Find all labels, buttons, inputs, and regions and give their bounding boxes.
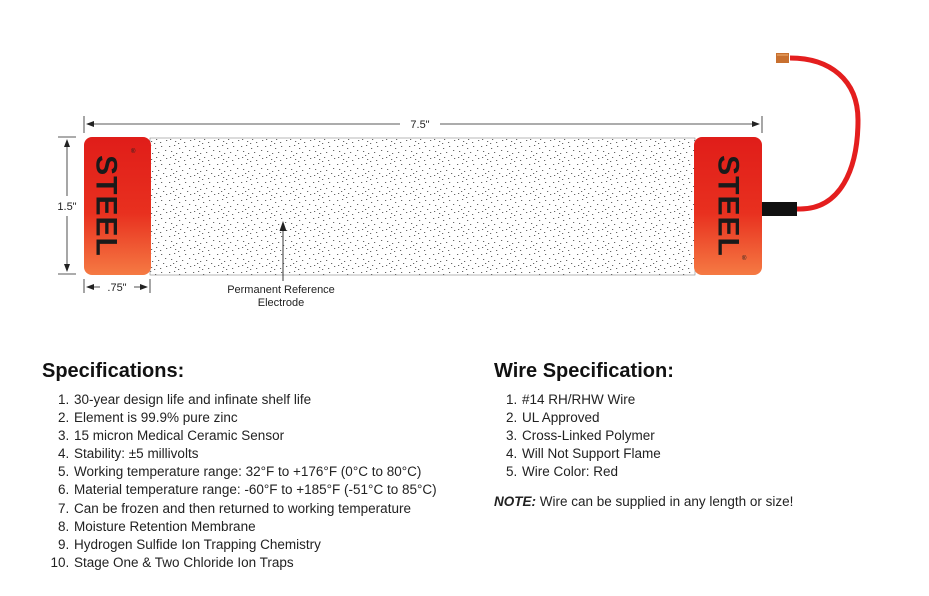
spec-item: 3. 15 micron Medical Ceramic Sensor xyxy=(73,427,472,445)
left-brand-mark: ® xyxy=(131,149,136,155)
wire-specification-section xyxy=(494,360,914,509)
right-brand-logo: STEEL xyxy=(711,155,745,257)
specifications-title: Specifications: xyxy=(42,360,185,382)
spec-item: 1. 30-year design life and infinate shelf life xyxy=(73,391,472,409)
wire-specification-list xyxy=(494,391,914,481)
electrode-body xyxy=(84,137,762,275)
specifications-section xyxy=(42,360,472,572)
wire-spec-item: 5. Wire Color: Red xyxy=(521,463,914,481)
wire-heat-shrink xyxy=(760,202,797,216)
spec-item: 9. Hydrogen Sulfide Ion Trapping Chemistry xyxy=(73,536,472,554)
spec-item: 7. Can be frozen and then returned to working temperature xyxy=(73,500,472,518)
annotation-line-2: Electrode xyxy=(257,297,305,309)
wire-spec-item: 2. UL Approved xyxy=(521,409,914,427)
wire-note xyxy=(494,494,914,509)
right-brand-mark: ® xyxy=(742,256,747,262)
spec-item: 10. Stage One & Two Chloride Ion Traps xyxy=(73,554,472,572)
note-label: NOTE: xyxy=(494,494,536,510)
spec-item: 6. Material temperature range: -60°F to +185°F (-51°C to 85°C) xyxy=(73,481,472,499)
spec-item: 5. Working temperature range: 32°F to +176°F (0°C to 80°C) xyxy=(73,463,472,481)
left-brand-logo: STEEL xyxy=(89,155,123,257)
lead-wire xyxy=(760,53,858,216)
ceramic-sensor xyxy=(150,138,695,275)
wire-spec-item: 4. Will Not Support Flame xyxy=(521,445,914,463)
wire-spec-item: 1. #14 RH/RHW Wire xyxy=(521,391,914,409)
cap-width-label: .75" xyxy=(107,282,127,294)
wire-specification-title: Wire Specification: xyxy=(494,360,674,382)
length-label: 7.5" xyxy=(410,119,430,131)
wire-spec-item: 3. Cross-Linked Polymer xyxy=(521,427,914,445)
spec-item: 2. Element is 99.9% pure zinc xyxy=(73,409,472,427)
spec-item: 4. Stability: ±5 millivolts xyxy=(73,445,472,463)
spec-item: 8. Moisture Retention Membrane xyxy=(73,518,472,536)
specifications-list xyxy=(42,391,472,572)
note-text: Wire can be supplied in any length or size! xyxy=(536,494,794,510)
height-label: 1.5" xyxy=(57,201,77,213)
annotation-line-1: Permanent Reference xyxy=(227,284,335,296)
